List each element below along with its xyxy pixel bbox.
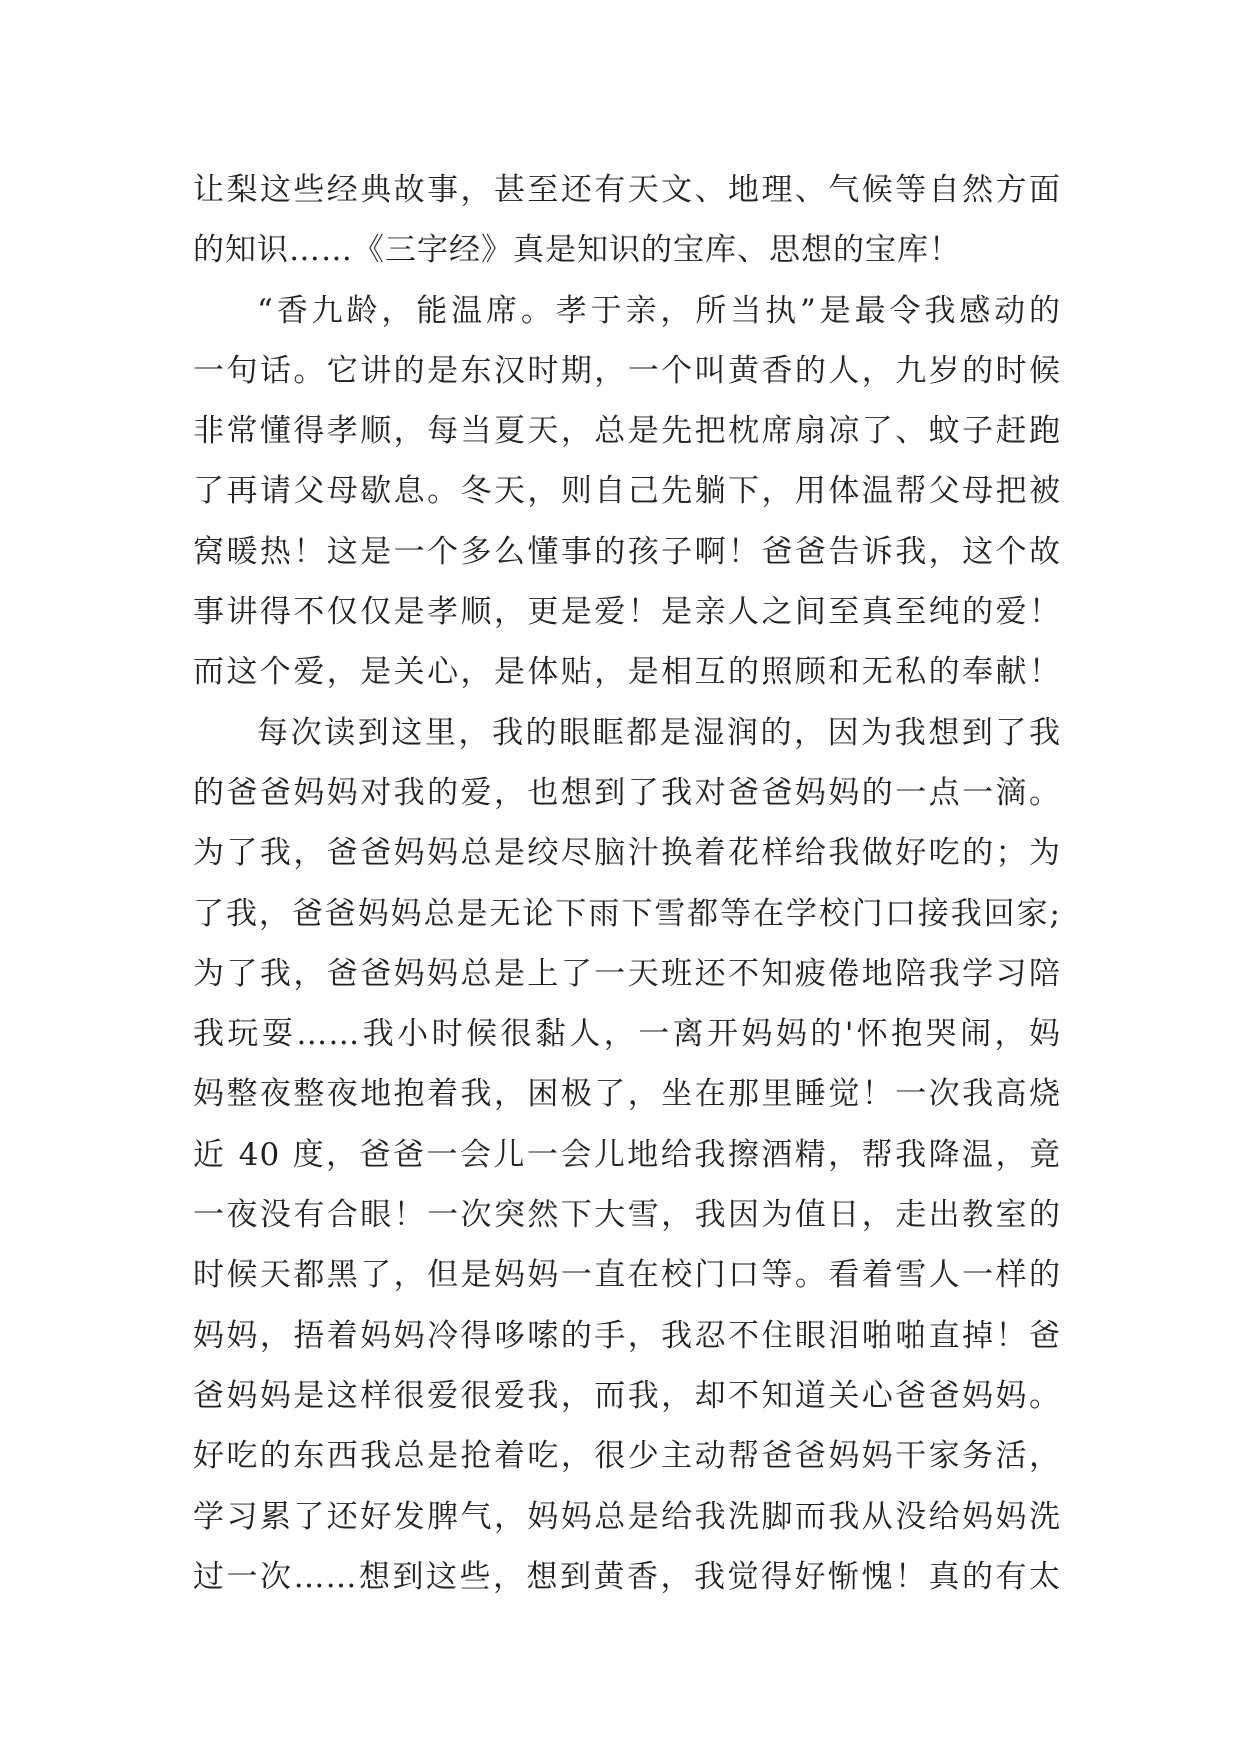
- text-line: 过一次……想到这些，想到黄香，我觉得好惭愧！真的有太: [193, 1558, 1061, 1595]
- text-line: 窝暖热！这是一个多么懂事的孩子啊！爸爸告诉我，这个故: [193, 533, 1061, 570]
- text-line: 了再请父母歇息。冬天，则自己先躺下，用体温帮父母把被: [193, 473, 1061, 510]
- text-line: 了我，爸爸妈妈总是无论下雨下雪都等在学校门口接我回家;: [193, 895, 1061, 932]
- text-line: 的爸爸妈妈对我的爱，也想到了我对爸爸妈妈的一点一滴。: [193, 774, 1061, 811]
- text-line: 妈整夜整夜地抱着我，困极了，坐在那里睡觉！一次我高烧: [193, 1076, 1061, 1113]
- text-line: 的知识……《三字经》真是知识的宝库、思想的宝库！: [193, 232, 961, 269]
- text-line: 为了我，爸爸妈妈总是上了一天班还不知疲倦地陪我学习陪: [193, 955, 1061, 992]
- text-line: 非常懂得孝顺，每当夏天，总是先把枕席扇凉了、蚊子赶跑: [193, 413, 1061, 450]
- text-line: 为了我，爸爸妈妈总是绞尽脑汁换着花样给我做好吃的；为: [193, 835, 1061, 872]
- text-line: 一句话。它讲的是东汉时期，一个叫黄香的人，九岁的时候: [193, 352, 1061, 389]
- text-line: 爸妈妈是这样很爱很爱我，而我，却不知道关心爸爸妈妈。: [193, 1377, 1061, 1414]
- text-line: 事讲得不仅仅是孝顺，更是爱！是亲人之间至真至纯的爱！: [193, 594, 1061, 631]
- text-line: 时候天都黑了，但是妈妈一直在校门口等。看着雪人一样的: [193, 1257, 1061, 1294]
- text-line: “香九龄，能温席。孝于亲，所当执”是最令我感动的: [257, 292, 1061, 329]
- text-line: 每次读到这里，我的眼眶都是湿润的，因为我想到了我: [257, 714, 1061, 751]
- body-text: [193, 160, 1061, 1607]
- text-line: 好吃的东西我总是抢着吃，很少主动帮爸爸妈妈干家务活，: [193, 1438, 1061, 1475]
- text-line: 近 40 度，爸爸一会儿一会儿地给我擦酒精，帮我降温，竟: [193, 1136, 1061, 1173]
- text-line: 妈妈，捂着妈妈冷得哆嗦的手，我忍不住眼泪啪啪直掉！爸: [193, 1317, 1061, 1354]
- text-line: 而这个爱，是关心，是体贴，是相互的照顾和无私的奉献！: [193, 654, 1061, 691]
- text-line: 学习累了还好发脾气，妈妈总是给我洗脚而我从没给妈妈洗: [193, 1498, 1061, 1535]
- text-line: 让梨这些经典故事，甚至还有天文、地理、气候等自然方面: [193, 172, 1061, 208]
- text-line: 我玩耍……我小时候很黏人，一离开妈妈的'怀抱哭闹，妈: [193, 1016, 1061, 1053]
- text-line: 一夜没有合眼！一次突然下大雪，我因为值日，走出教室的: [193, 1197, 1061, 1234]
